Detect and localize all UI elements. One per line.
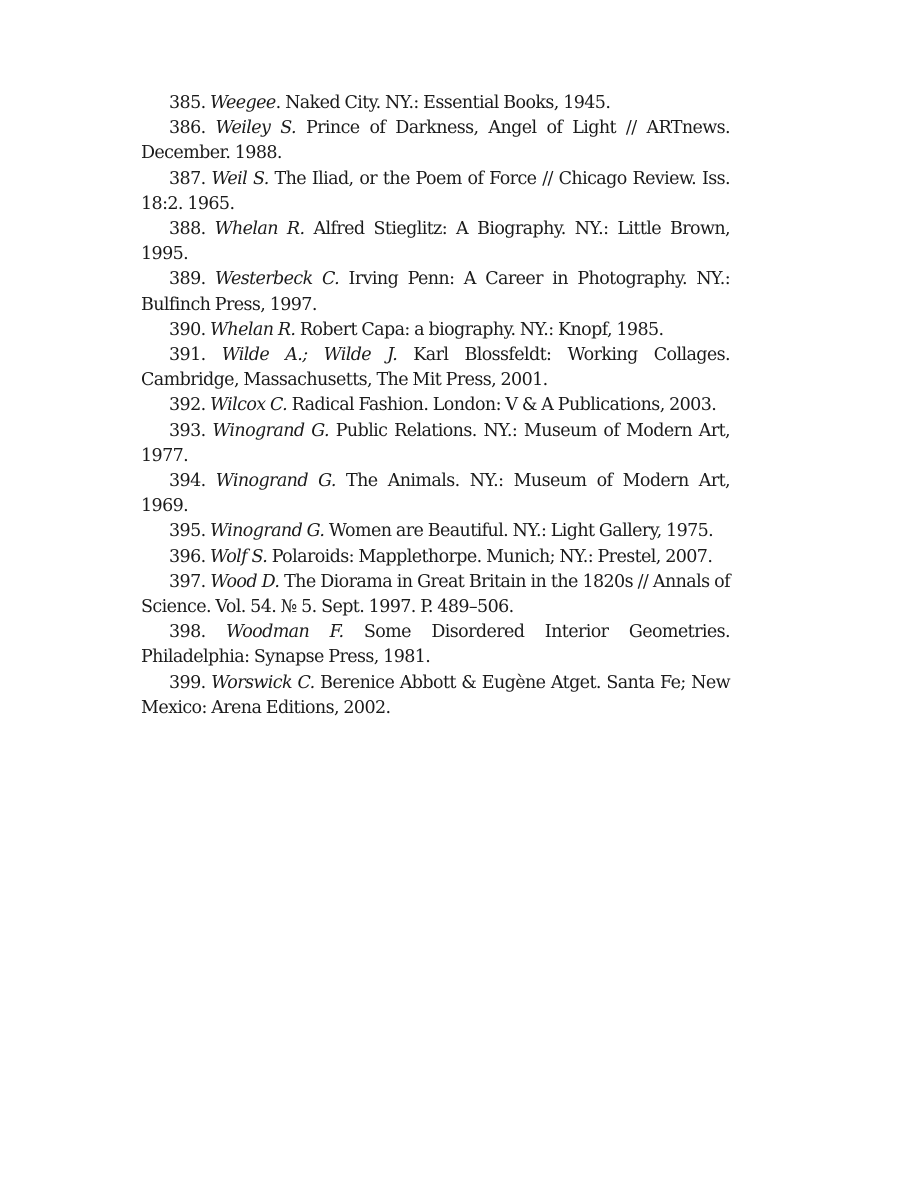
entry-author: Westerbeck C. <box>214 269 340 290</box>
entry-author: Whelan R. <box>210 319 296 340</box>
entry-author: Woodman F. <box>226 622 344 643</box>
entry-number: 390. <box>169 319 206 340</box>
entry-author: Winogrand G. <box>210 521 325 542</box>
entry-author: Wood D. <box>210 571 280 592</box>
entry-text: The Animals. NY.: Museum of Modern Art, 1969. <box>141 471 730 517</box>
entry-text: Public Relations. NY.: Museum of Modern Art, 1977. <box>141 420 730 466</box>
entry-text: Robert Capa: a biography. NY.: Knopf, 1985. <box>295 319 664 340</box>
bibliography-entry <box>141 343 730 393</box>
bibliography-entry <box>141 570 730 620</box>
entry-number: 389. <box>169 269 206 290</box>
bibliography-entry <box>141 620 730 670</box>
bibliography-entry <box>141 519 730 544</box>
entry-text: Polaroids: Mapplethorpe. Munich; NY.: Prestel, 2007. <box>267 546 713 567</box>
entry-author: Wolf S. <box>210 546 268 567</box>
entry-text: Radical Fashion. London: V & A Publications, 2003. <box>287 395 717 416</box>
entry-number: 388. <box>169 219 206 240</box>
entry-author: Weegee <box>210 93 276 113</box>
bibliography-entry <box>141 267 730 317</box>
entry-text: The Iliad, or the Poem of Force // Chicago Review. Iss. 18:2. 1965. <box>141 168 730 214</box>
entry-text: Women are Beautiful. NY.: Light Gallery, 1975. <box>324 521 714 542</box>
entry-author: Worswick C. <box>211 672 315 693</box>
bibliography-entry <box>141 671 730 721</box>
entry-number: 398. <box>169 622 206 643</box>
entry-text: Berenice Abbott & Eugène Atget. Santa Fe; New Mexico: Arena Editions, 2002. <box>141 672 730 718</box>
bibliography-entry <box>141 318 730 343</box>
entry-number: 391. <box>169 345 206 366</box>
bibliography-entry <box>141 217 730 267</box>
entry-text: Irving Penn: A Career in Photography. NY.: Bulfinch Press, 1997. <box>141 269 730 315</box>
bibliography-entry <box>141 469 730 519</box>
bibliography-entry <box>141 545 730 570</box>
entry-number: 385. <box>169 93 206 113</box>
entry-number: 399. <box>169 672 206 693</box>
entry-author: Wilcox C. <box>210 395 288 416</box>
entry-number: 392. <box>169 395 206 416</box>
entry-number: 395. <box>169 521 206 542</box>
entry-text: Some Disordered Interior Geometries. Philadelphia: Synapse Press, 1981. <box>141 622 730 668</box>
entry-number: 386. <box>169 118 206 139</box>
bibliography-entry <box>141 167 730 217</box>
entry-author: Wilde A.; Wilde J. <box>221 345 398 366</box>
entry-number: 396. <box>169 546 206 567</box>
entry-author: Winogrand G. <box>212 420 329 441</box>
entry-author: Weiley S. <box>215 118 296 139</box>
entry-text: The Diorama in Great Britain in the 1820s // Annals of Science. Vol. 54. № 5. Sept. 1997. P. 489–506. <box>141 571 730 618</box>
entry-author: Weil S. <box>211 168 269 189</box>
entry-number: 394. <box>169 471 206 492</box>
entry-number: 397. <box>169 571 206 592</box>
bibliography-list <box>141 91 730 721</box>
entry-text: Alfred Stieglitz: A Biography. NY.: Little Brown, 1995. <box>141 219 730 265</box>
entry-number: 393. <box>169 420 206 441</box>
bibliography-entry <box>141 116 730 166</box>
entry-author: Whelan R. <box>214 219 305 240</box>
bibliography-entry <box>141 91 730 116</box>
entry-text: . Naked City. NY.: Essential Books, 1945. <box>275 93 611 113</box>
entry-text: Prince of Darkness, Angel of Light // ARTnews. December. 1988. <box>141 118 730 164</box>
entry-number: 387. <box>169 168 206 189</box>
bibliography-entry <box>141 393 730 418</box>
entry-text: Karl Blossfeldt: Working Collages. Cambridge, Massachusetts, The Mit Press, 2001. <box>141 345 730 391</box>
bibliography-entry <box>141 419 730 469</box>
entry-author: Winogrand G. <box>215 471 336 492</box>
